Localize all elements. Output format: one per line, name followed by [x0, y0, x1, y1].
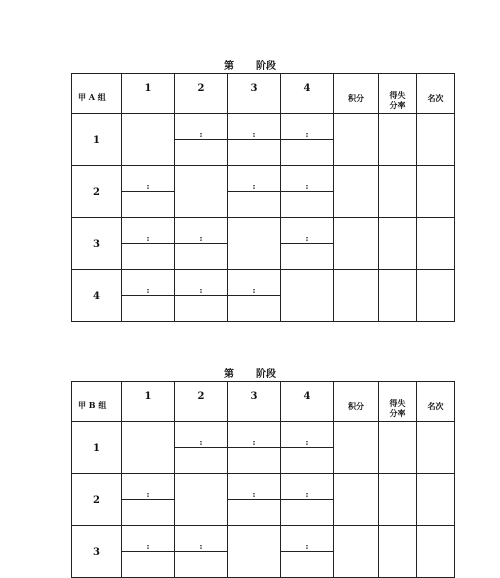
score-cell[interactable] — [228, 166, 281, 218]
score-separator: : — [305, 129, 309, 139]
ratio-header — [379, 382, 417, 422]
rank-cell[interactable] — [417, 526, 455, 578]
rank-cell[interactable] — [417, 218, 455, 270]
score-separator: : — [305, 489, 309, 499]
ratio-cell[interactable] — [379, 114, 417, 166]
team-row-2 — [72, 166, 455, 218]
self-cell — [281, 270, 334, 322]
rank-cell[interactable] — [417, 166, 455, 218]
score-line — [228, 191, 280, 192]
points-cell[interactable] — [334, 474, 379, 526]
score-line — [281, 191, 333, 192]
ratio-cell[interactable] — [379, 166, 417, 218]
score-separator: : — [146, 541, 150, 551]
stage-title-suffix: 阶段 — [256, 61, 276, 72]
score-cell[interactable] — [122, 218, 175, 270]
ratio-cell[interactable] — [379, 526, 417, 578]
ratio-label-line2: 分率 — [389, 100, 406, 110]
column-number: 2 — [197, 83, 205, 94]
score-line — [122, 499, 174, 500]
score-separator: : — [146, 233, 150, 243]
score-separator: : — [305, 233, 309, 243]
score-cell[interactable] — [281, 422, 334, 474]
ratio-cell[interactable] — [379, 474, 417, 526]
score-line — [175, 243, 227, 244]
row-number: 4 — [93, 291, 100, 302]
stage-title-prefix: 第 — [224, 369, 234, 380]
ratio-label — [379, 90, 416, 110]
rank-cell[interactable] — [417, 114, 455, 166]
team-row-2 — [72, 474, 455, 526]
score-cell[interactable] — [281, 114, 334, 166]
score-line — [281, 139, 333, 140]
score-cell[interactable] — [175, 270, 228, 322]
stage-title-suffix: 阶段 — [256, 369, 276, 380]
column-header — [175, 74, 228, 114]
row-header — [72, 166, 122, 218]
score-cell[interactable] — [175, 422, 228, 474]
column-number: 2 — [197, 391, 205, 402]
score-cell[interactable] — [122, 270, 175, 322]
score-separator: : — [146, 489, 150, 499]
points-header — [334, 382, 379, 422]
score-separator: : — [305, 437, 309, 447]
row-number: 3 — [93, 239, 100, 250]
score-cell[interactable] — [281, 166, 334, 218]
ratio-label — [379, 398, 416, 418]
column-header — [281, 74, 334, 114]
self-cell — [228, 218, 281, 270]
score-line — [228, 499, 280, 500]
rank-label: 名次 — [427, 401, 444, 411]
group-label-cell — [72, 74, 122, 114]
group-label-cell — [72, 382, 122, 422]
rank-cell[interactable] — [417, 270, 455, 322]
score-cell[interactable] — [175, 114, 228, 166]
row-number: 2 — [93, 495, 100, 506]
ratio-label-line2: 分率 — [389, 408, 406, 418]
points-label: 积分 — [348, 401, 364, 411]
score-separator: : — [252, 437, 256, 447]
score-separator: : — [199, 541, 203, 551]
row-number: 3 — [93, 547, 100, 558]
row-number: 1 — [93, 443, 100, 454]
score-line — [175, 447, 227, 448]
score-cell[interactable] — [175, 218, 228, 270]
score-cell[interactable] — [122, 474, 175, 526]
rank-header — [417, 382, 455, 422]
row-header — [72, 526, 122, 578]
column-number: 1 — [144, 83, 152, 94]
score-cell[interactable] — [228, 474, 281, 526]
row-header — [72, 422, 122, 474]
score-line — [175, 551, 227, 552]
team-row-3 — [72, 218, 455, 270]
rank-cell[interactable] — [417, 474, 455, 526]
points-cell[interactable] — [334, 422, 379, 474]
self-cell — [175, 166, 228, 218]
stage-title — [0, 60, 500, 74]
score-line — [281, 551, 333, 552]
score-cell[interactable] — [122, 526, 175, 578]
score-cell[interactable] — [122, 166, 175, 218]
score-separator: : — [199, 129, 203, 139]
row-header — [72, 114, 122, 166]
self-cell — [228, 526, 281, 578]
self-cell — [122, 114, 175, 166]
group-label: 甲 B 组 — [78, 400, 107, 410]
row-header — [72, 218, 122, 270]
column-header — [122, 382, 175, 422]
column-number: 4 — [303, 83, 311, 94]
score-line — [281, 499, 333, 500]
points-cell[interactable] — [334, 526, 379, 578]
score-separator: : — [199, 233, 203, 243]
team-row-4 — [72, 270, 455, 322]
score-cell[interactable] — [281, 526, 334, 578]
score-line — [122, 295, 174, 296]
header-row — [72, 382, 455, 422]
score-line — [175, 295, 227, 296]
points-cell[interactable] — [334, 218, 379, 270]
score-separator: : — [199, 437, 203, 447]
score-line — [228, 295, 280, 296]
column-header — [228, 74, 281, 114]
ratio-cell[interactable] — [379, 270, 417, 322]
rank-header — [417, 74, 455, 114]
score-line — [281, 447, 333, 448]
row-header — [72, 474, 122, 526]
group-b-table — [71, 381, 455, 578]
points-header — [334, 74, 379, 114]
score-separator: : — [252, 181, 256, 191]
score-cell[interactable] — [175, 526, 228, 578]
score-cell[interactable] — [281, 474, 334, 526]
score-line — [228, 139, 280, 140]
column-number: 4 — [303, 391, 311, 402]
team-row-1 — [72, 422, 455, 474]
score-line — [228, 447, 280, 448]
score-separator: : — [305, 541, 309, 551]
stage-title-prefix: 第 — [224, 61, 234, 72]
points-cell[interactable] — [334, 166, 379, 218]
self-cell — [175, 474, 228, 526]
points-cell[interactable] — [334, 270, 379, 322]
score-line — [281, 243, 333, 244]
score-separator: : — [252, 129, 256, 139]
header-row — [72, 74, 455, 114]
column-number: 1 — [144, 391, 152, 402]
column-number: 3 — [250, 391, 258, 402]
score-separator: : — [252, 285, 256, 295]
score-line — [122, 191, 174, 192]
row-number: 2 — [93, 187, 100, 198]
column-header — [281, 382, 334, 422]
rank-cell[interactable] — [417, 422, 455, 474]
ratio-label-line1: 得失 — [389, 90, 406, 100]
column-number: 3 — [250, 83, 258, 94]
score-separator: : — [199, 285, 203, 295]
score-line — [175, 139, 227, 140]
team-row-1 — [72, 114, 455, 166]
score-separator: : — [146, 285, 150, 295]
score-separator: : — [146, 181, 150, 191]
row-number: 1 — [93, 135, 100, 146]
rank-label: 名次 — [427, 93, 444, 103]
score-cell[interactable] — [228, 270, 281, 322]
self-cell — [122, 422, 175, 474]
score-separator: : — [305, 181, 309, 191]
group-label: 甲 A 组 — [78, 92, 106, 102]
score-cell[interactable] — [228, 114, 281, 166]
points-cell[interactable] — [334, 114, 379, 166]
column-header — [122, 74, 175, 114]
ratio-header — [379, 74, 417, 114]
score-cell[interactable] — [228, 422, 281, 474]
column-header — [175, 382, 228, 422]
stage-title — [0, 368, 500, 382]
ratio-label-line1: 得失 — [389, 398, 406, 408]
ratio-cell[interactable] — [379, 422, 417, 474]
score-line — [122, 551, 174, 552]
score-separator: : — [252, 489, 256, 499]
score-cell[interactable] — [281, 218, 334, 270]
score-line — [122, 243, 174, 244]
ratio-cell[interactable] — [379, 218, 417, 270]
group-a-table — [71, 73, 455, 322]
row-header — [72, 270, 122, 322]
points-label: 积分 — [348, 93, 364, 103]
column-header — [228, 382, 281, 422]
team-row-3 — [72, 526, 455, 578]
